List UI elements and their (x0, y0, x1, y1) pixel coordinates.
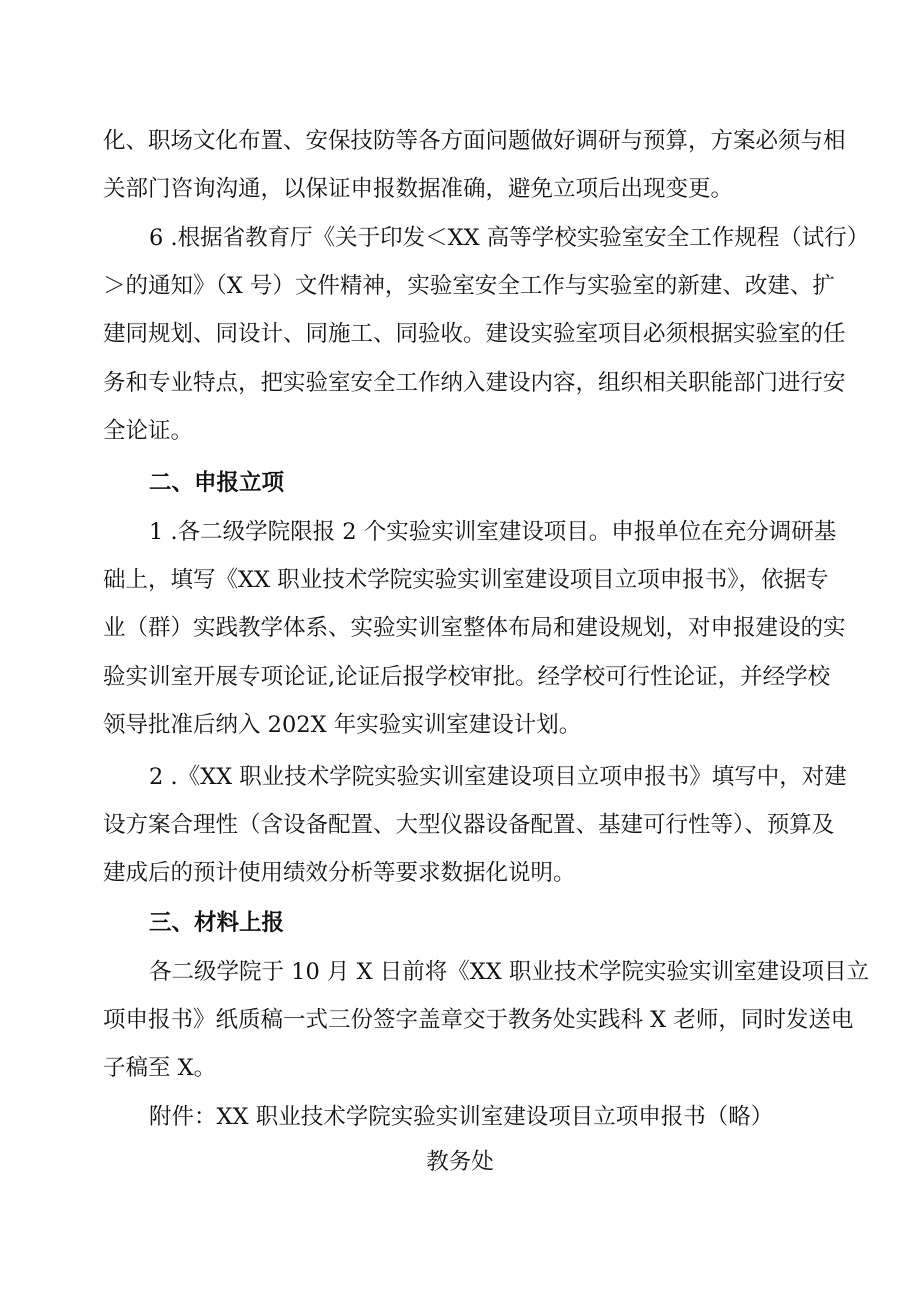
attachment-text: 附件：XX 职业技术学院实验实训室建设项目立项申报书（略） (149, 1104, 774, 1130)
paragraph-item-6 (103, 262, 846, 455)
text-line: 建同规划、同设计、同施工、同验收。建设实验室项目必须根据实验室的任 (103, 321, 846, 348)
text-line: 设方案合理性（含设备配置、大型仪器设备配置、基建可行性等）、预算及 (103, 812, 835, 838)
text-line: 全论证。 (103, 417, 194, 444)
text-line: 各二级学院于 10 月 X 日前将《XX 职业技术学院实验实训室建设项目立 (149, 959, 869, 985)
paragraph-declare-1-first (149, 508, 837, 556)
paragraph-declare-2 (103, 801, 835, 898)
section-heading-2: 二、申报立项 (149, 470, 285, 496)
text-line: 关部门咨询沟通，以保证申报数据准确，避免立项后出现变更。 (103, 176, 734, 203)
text-line: 6 .根据省教育厅《关于印发＜XX 高等学校实验室安全工作规程（试行） (149, 225, 870, 251)
text-line: 务和专业特点，把实验室安全工作纳入建设内容，组织相关职能部门进行安 (103, 369, 846, 396)
text-line: 础上，填写《XX 职业技术学院实验实训室建设项目立项申报书》，依据专 (103, 567, 829, 593)
text-line: 1 .各二级学院限报 2 个实验实训室建设项目。申报单位在充分调研基 (149, 519, 837, 545)
text-line: ＞的通知》（X 号）文件精神，实验室安全工作与实验室的新建、改建、扩 (103, 273, 835, 299)
attachment-note (149, 1093, 829, 1141)
paragraph-submit-first (149, 948, 869, 996)
text-line: 建成后的预计使用绩效分析等要求数据化说明。 (103, 860, 576, 887)
text-line: 验实训室开展专项论证,论证后报学校审批。经学校可行性论证，并经学校 (103, 663, 831, 690)
paragraph-item-6-first (149, 214, 870, 262)
paragraph-declare-1 (103, 556, 846, 749)
text-line: 子稿至 X。 (103, 1055, 217, 1082)
paragraph-declare-2-first (149, 753, 847, 801)
signature-department: 教务处 (426, 1149, 494, 1175)
text-line: 化、职场文化布置、安保技防等各方面问题做好调研与预算，方案必须与相 (103, 128, 846, 154)
paragraph-continuation (103, 117, 846, 214)
section-heading-3: 三、材料上报 (149, 910, 285, 936)
text-line: 业（群）实践教学体系、实验实训室整体布局和建设规划，对申报建设的实 (103, 615, 846, 642)
text-line: 2 .《XX 职业技术学院实验实训室建设项目立项申报书》填写中，对建 (149, 764, 847, 790)
text-line: 领导批准后纳入 202X 年实验实训室建设计划。 (103, 711, 582, 738)
text-line: 项申报书》纸质稿一式三份签字盖章交于教务处实践科 X 老师，同时发送电 (103, 1007, 854, 1033)
paragraph-submit (103, 996, 854, 1093)
